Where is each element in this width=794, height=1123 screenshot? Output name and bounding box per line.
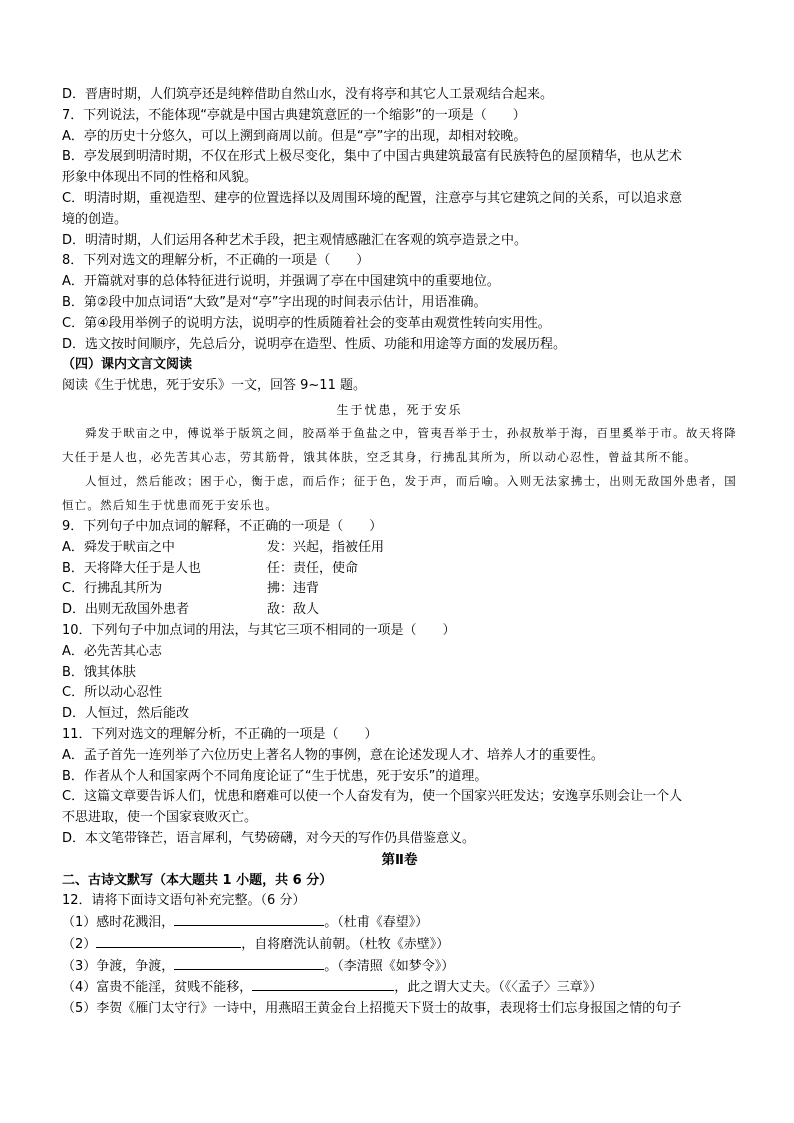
q12-item-1: [62, 912, 737, 934]
q12-stem: 12．请将下面诗文语句补充完整。（6 分）: [62, 893, 306, 909]
q8-option-d: D．选文按时间顺序，先总后分，说明亭在造型、性质、功能和用途等方面的发展历程。: [62, 336, 567, 352]
q12-item-2-prefix: （2）: [62, 936, 97, 952]
q9-option-c-sentence: C．行拂乱其所为: [62, 581, 163, 597]
q11-option-b: B．作者从个人和国家两个不同角度论证了“生于忧患，死于安乐”的道理。: [62, 768, 488, 784]
q12-item-4: [62, 977, 737, 999]
q9-stem: 9．下列句子中加点词的解释，不正确的一项是（ ）: [62, 518, 383, 534]
q7-option-b-line1: B．亭发展到明清时期，不仅在形式上极尽变化，集中了中国古典建筑最富有民族特色的屋顶精华，也从艺术: [62, 149, 682, 165]
q11-option-d: D．本文笔带锋芒，语言犀利，气势磅礴，对今天的写作仍具借鉴意义。: [62, 830, 476, 846]
q9-option-b-sentence: B．天将降大任于是人也: [62, 560, 201, 576]
q11-option-c-line1: C．这篇文章要告诉人们，忧患和磨难可以使一个人奋发有为，使一个国家兴旺发达；安逸享乐则会让一个人: [62, 789, 683, 805]
q12-item-1-suffix: 。（杜甫《春望》）: [324, 915, 429, 931]
q8-option-a: A．开篇就对事的总体特征进行说明，并强调了亭在中国建筑中的重要地位。: [62, 274, 500, 290]
q10-option-b: B．饿其体肤: [62, 664, 136, 680]
q10-option-d: D．人恒过，然后能改: [62, 706, 190, 722]
page-content: [62, 85, 737, 1020]
q12-item-4-suffix: ，此之谓大丈夫。（《〈孟子〉三章》）: [394, 980, 603, 996]
q7-option-c-line2: 境的创造。: [62, 211, 128, 227]
q11-stem: 11．下列对选文的理解分析，不正确的一项是（ ）: [62, 726, 378, 742]
answer-blank-2[interactable]: [96, 934, 241, 948]
q9-option-a-sentence: A．舜发于畎亩之中: [62, 539, 175, 555]
q9-option-c: [62, 579, 737, 600]
q9-option-a-gloss: 发：兴起，指被任用: [267, 539, 385, 555]
q12-item-2: [62, 934, 737, 956]
q7-stem: 7．下列说法，不能体现“亭就是中国古典建筑意匠的一个缩影”的一项是（ ）: [62, 107, 526, 123]
q9-option-b-gloss: 任：责任，使命: [267, 560, 359, 576]
reading-intro: 阅读《生于忧患，死于安乐》一文，回答 9~11 题。: [62, 378, 366, 394]
q9-option-a: [62, 538, 737, 559]
q6-option-d: D．晋唐时期，人们筑亭还是纯粹借助自然山水，没有将亭和其它人工景观结合起来。: [62, 87, 554, 102]
q12-item-1-prefix: （1）感时花溅泪，: [62, 915, 175, 931]
answer-blank-4[interactable]: [252, 977, 394, 991]
q8-stem: 8．下列对选文的理解分析，不正确的一项是（ ）: [62, 253, 370, 269]
q9-option-c-gloss: 拂：违背: [267, 581, 320, 597]
q7-option-b-line2: 形象中体现出不同的性格和风貌。: [62, 170, 258, 186]
q12-item-4-prefix: （4）富贵不能淫，贫贱不能移，: [62, 980, 253, 996]
q7-option-a: A．亭的历史十分悠久，可以上溯到商周以前。但是“亭”字的出现，却相对较晚。: [62, 128, 527, 144]
q10-option-a: A．必先苦其心志: [62, 643, 162, 659]
q12-item-3-prefix: （3）争渡，争渡，: [62, 958, 175, 974]
passage-paragraph-1: 舜发于畎亩之中，傅说举于版筑之间，胶鬲举于鱼盐之中，管夷吾举于士，孙叔敖举于海，百里奚举于市。故天将降大任于是人也，必先苦其心志，劳其筋骨，饿其体肤，空乏其身，行拂乱其所为，所以动心忍性，曾益其所不能。: [62, 425, 737, 464]
section-classical-reading: （四）课内文言文阅读: [62, 357, 193, 373]
q11-option-a: A．孟子首先一连列举了六位历史上著名人物的事例，意在论述发现人才、培养人才的重要性。: [62, 747, 604, 763]
part-two-heading: 二、古诗文默写（本大题共 1 小题，共 6 分）: [62, 872, 333, 888]
q8-option-b: B．第②段中加点词语“大致”是对“亭”字出现的时间表示估计，用语准确。: [62, 294, 487, 310]
q12-item-3: [62, 956, 737, 978]
answer-blank-3[interactable]: [174, 956, 324, 970]
q9-option-d-sentence: D．出则无敌国外患者: [62, 602, 190, 618]
passage-title: 生于忧患，死于安乐: [336, 402, 463, 417]
q12-item-2-suffix: ，自将磨洗认前朝。（杜牧《赤壁》）: [241, 936, 450, 952]
volume-two-heading: 第Ⅱ卷: [381, 851, 418, 868]
q9-option-d-gloss: 敌：敌人: [267, 602, 320, 618]
q10-stem: 10．下列句子中加点词的用法，与其它三项不相同的一项是（ ）: [62, 622, 456, 638]
answer-blank-1[interactable]: [174, 912, 324, 926]
q12-item-3-suffix: 。（李清照《如梦令》）: [324, 958, 455, 974]
q9-option-b: [62, 559, 737, 580]
q10-option-c: C．所以动心忍性: [62, 685, 163, 701]
q7-option-d: D．明清时期，人们运用各种艺术手段，把主观情感融汇在客观的筑亭造景之中。: [62, 232, 528, 248]
q9-option-d: [62, 600, 737, 621]
passage-paragraph-2: 人恒过，然后能改；困于心，衡于虑，而后作；征于色，发于声，而后喻。入则无法家拂士，出则无敌国外患者，国恒亡。然后知生于忧患而死于安乐也。: [62, 473, 737, 512]
q8-option-c: C．第④段用举例子的说明方法，说明亭的性质随着社会的变革由观赏性转向实用性。: [62, 315, 551, 331]
q12-item-5: （5）李贺《雁门太守行》一诗中，用燕昭王黄金台上招揽天下贤士的故事，表现将士们忘身报国之情的句子: [62, 1001, 682, 1017]
q11-option-c-line2: 不思进取，使一个国家衰败灭亡。: [62, 810, 258, 826]
q7-option-c-line1: C．明清时期，重视造型、建亭的位置选择以及周围环境的配置，注意亭与其它建筑之间的关系，可以追求意: [62, 190, 683, 206]
